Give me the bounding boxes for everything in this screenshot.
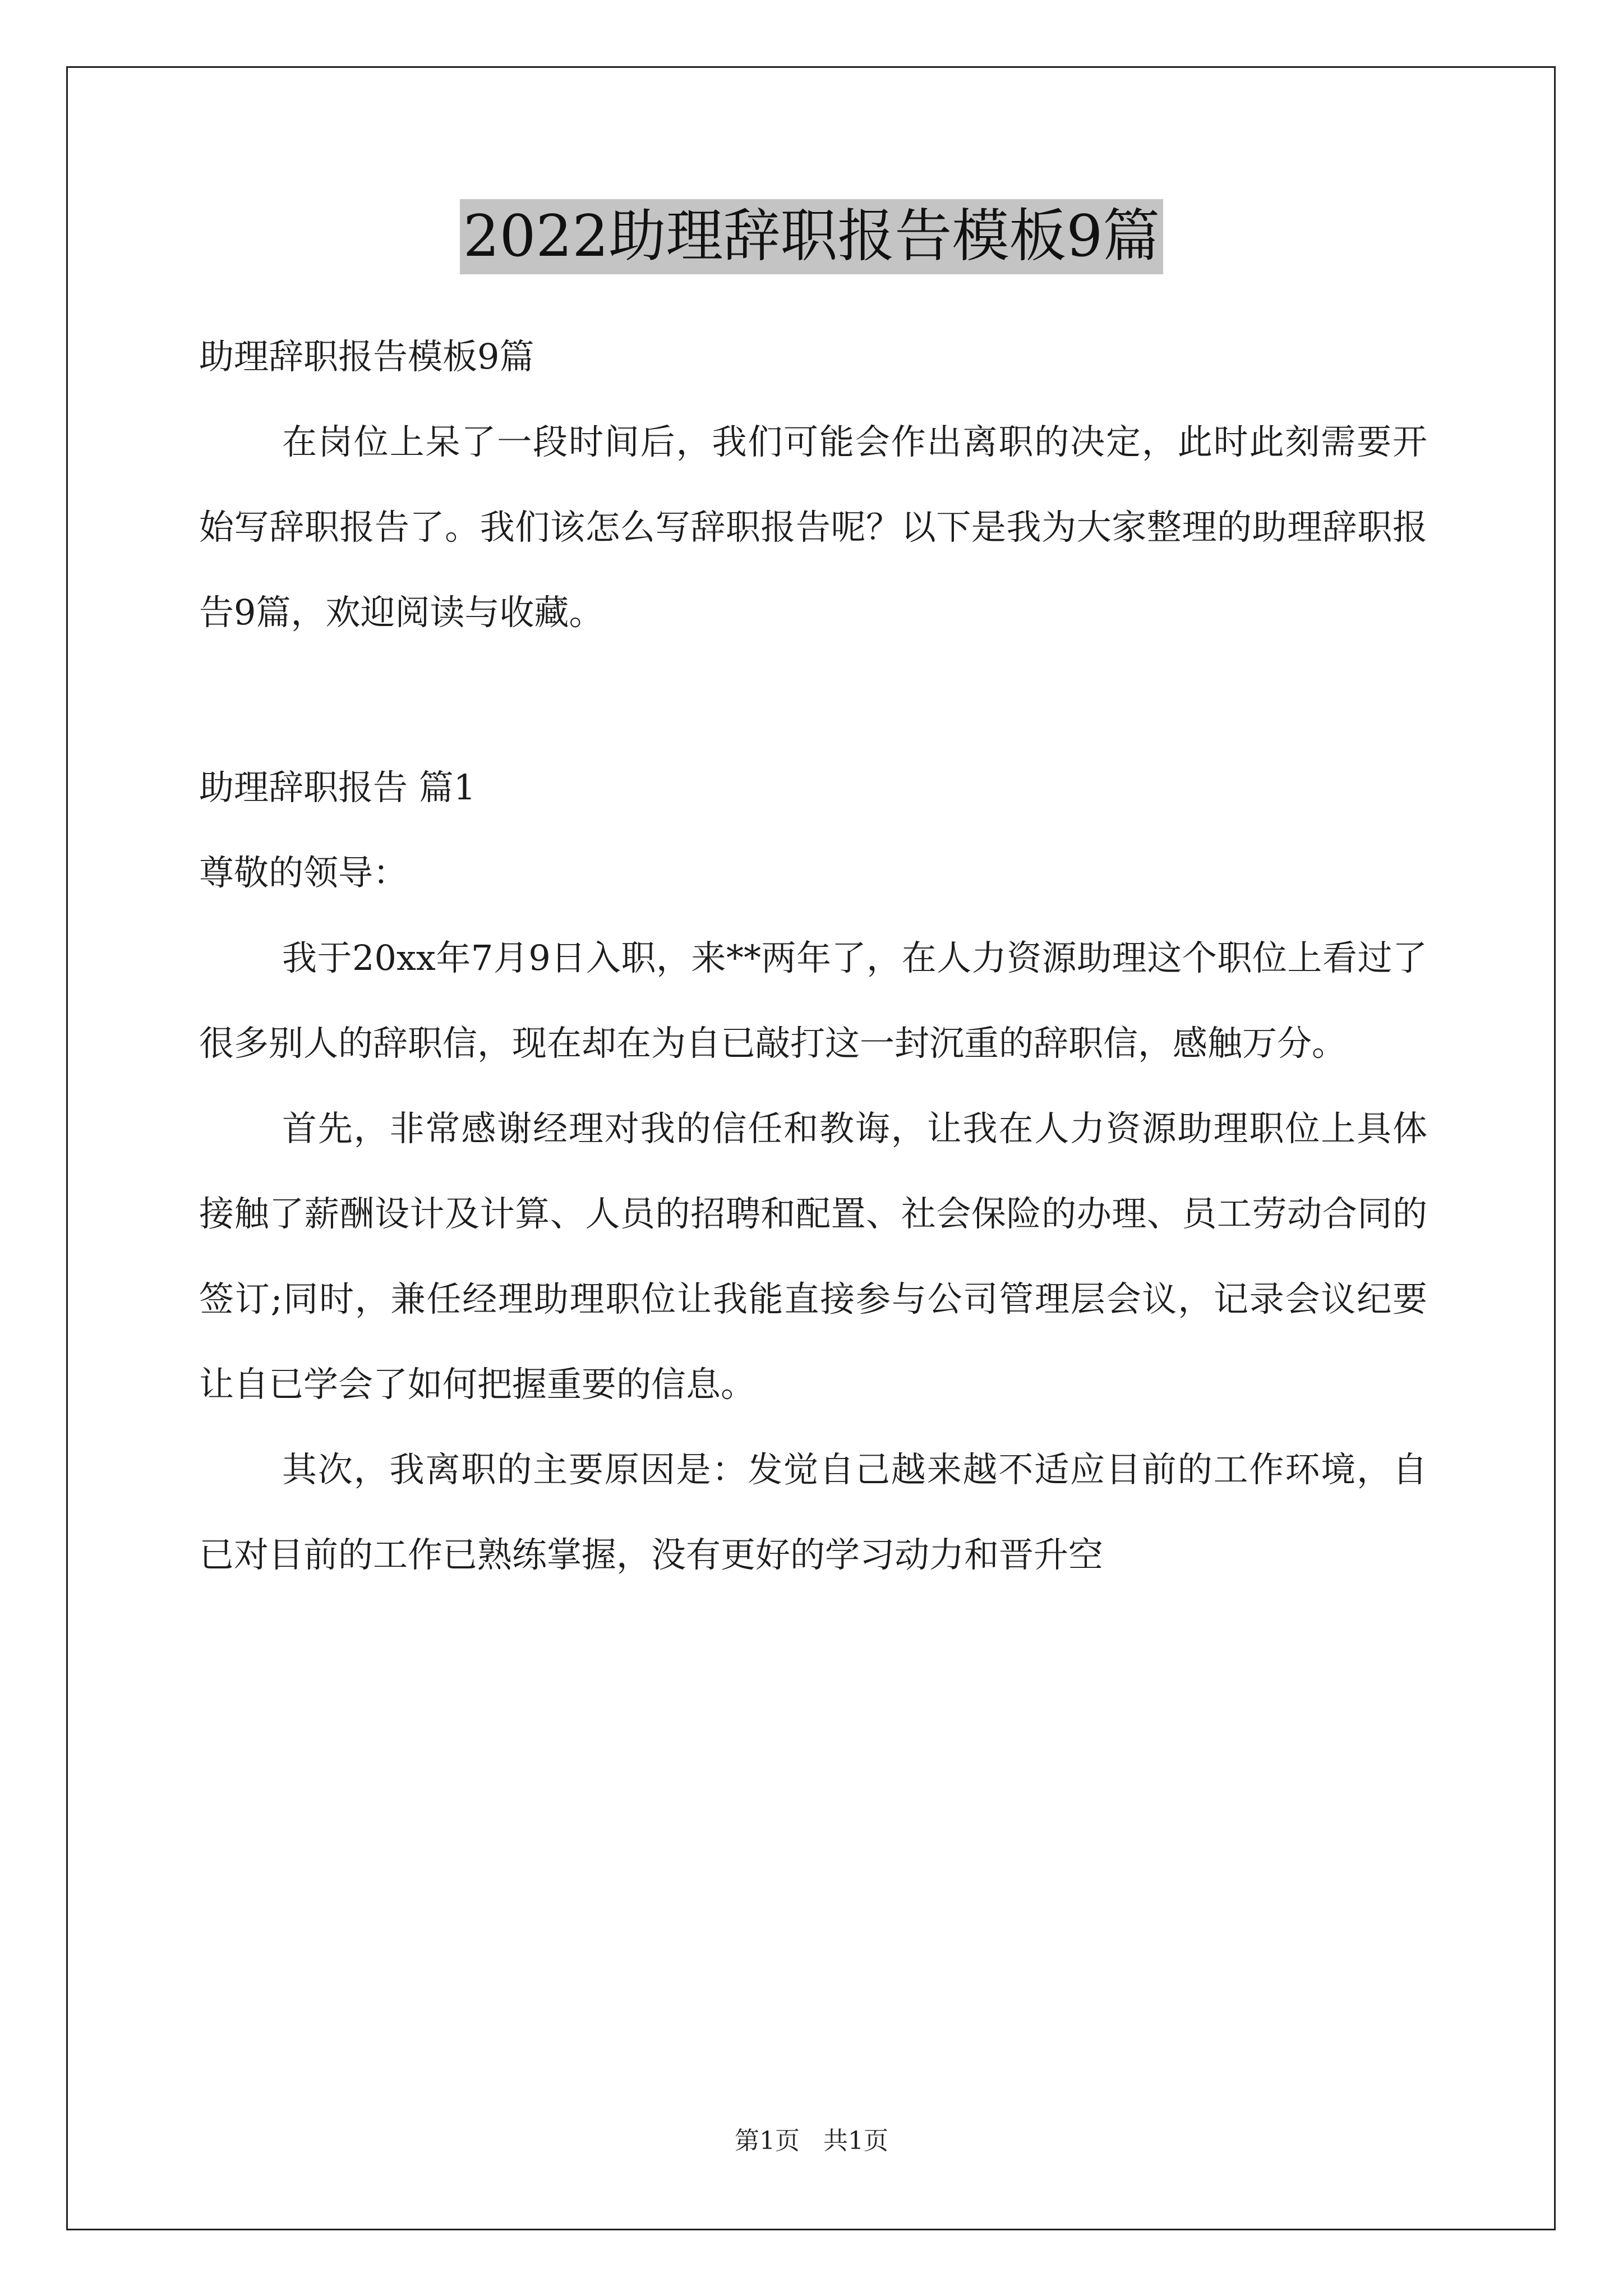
document-title: 2022助理辞职报告模板9篇 bbox=[460, 199, 1163, 274]
salutation: 尊敬的领导： bbox=[199, 852, 408, 893]
body-paragraph: 我于20xx年7月9日入职，来**两年了，在人力资源助理这个职位上看过了很多别人的辞职信，现在却在为自已敲打这一封沉重的辞职信，感触万分。 bbox=[199, 937, 1427, 1064]
document-body bbox=[199, 314, 1427, 1598]
section-heading: 助理辞职报告 篇1 bbox=[199, 767, 476, 808]
intro-paragraph: 在岗位上呆了一段时间后，我们可能会作出离职的决定，此时此刻需要开始写辞职报告了。我们该怎么写辞职报告呢？以下是我为大家整理的助理辞职报告9篇，欢迎阅读与收藏。 bbox=[199, 421, 1427, 633]
body-paragraph: 其次，我离职的主要原因是：发觉自己越来越不适应目前的工作环境，自已对目前的工作已熟练掌握，没有更好的学习动力和晋升空 bbox=[199, 1449, 1427, 1575]
page-footer: 第1页 共1页 bbox=[735, 2127, 888, 2155]
title-container bbox=[0, 199, 1623, 274]
section-spacer bbox=[199, 655, 1427, 745]
document-subtitle: 助理辞职报告模板9篇 bbox=[199, 336, 534, 377]
body-paragraph: 首先，非常感谢经理对我的信任和教诲，让我在人力资源助理职位上具体接触了薪酬设计及计算、人员的招聘和配置、社会保险的办理、员工劳动合同的签订;同时，兼任经理助理职位让我能直接参与公司管理层会议，记录会议纪要让自已学会了如何把握重要的信息。 bbox=[199, 1108, 1427, 1405]
